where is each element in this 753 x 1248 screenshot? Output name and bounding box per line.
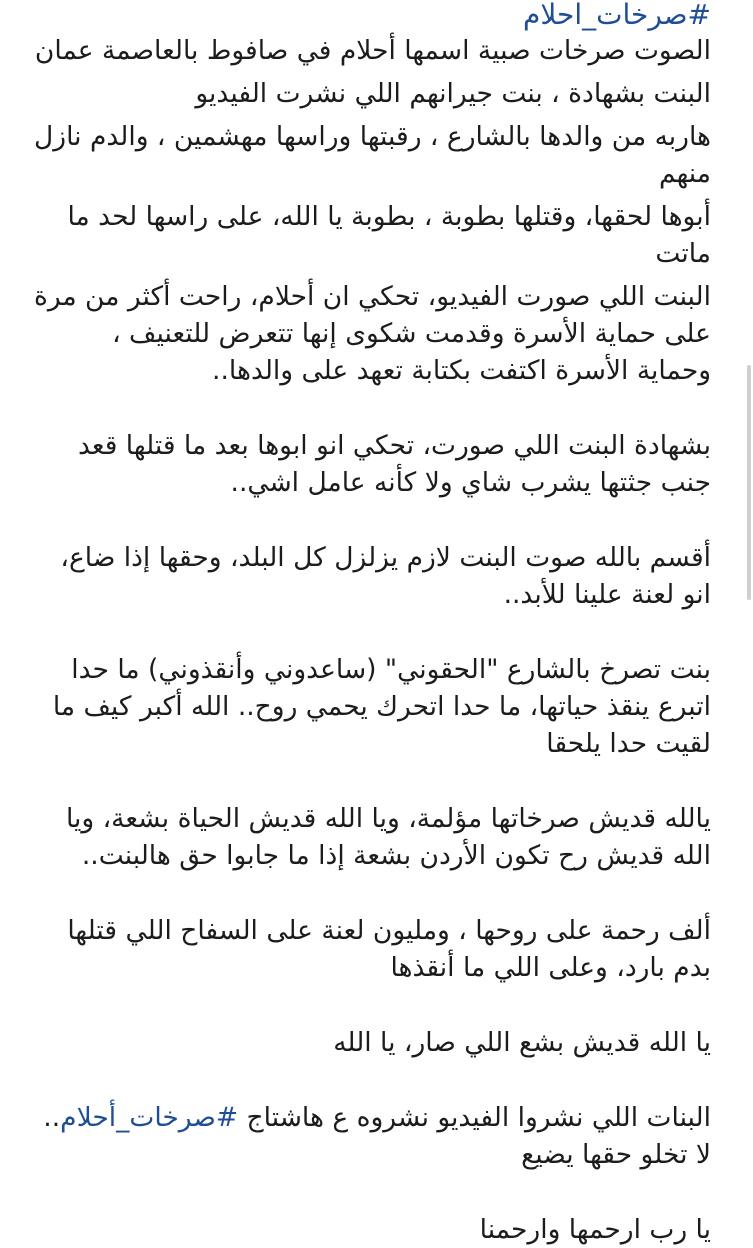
hashtag-link-top[interactable]: #صرخات_احلام [522,0,711,31]
closing-prayer: يا رب ارحمها وارحمنا [479,1214,711,1245]
paragraph-7: أقسم بالله صوت البنت لازم يزلزل كل البلد، وحقها إذا ضاع، انو لعنة علينا للأبد.. [60,542,711,610]
paragraph-6: بشهادة البنت اللي صورت، تحكي انو ابوها بعد ما قتلها قعد جنب جثتها يشرب شاي ولا كأنه عامل اشي.. [78,430,711,498]
hashtag-paragraph [30,1099,711,1173]
paragraph-11: يا الله قديش بشع اللي صار، يا الله [333,1027,711,1058]
paragraph-2: البنت بشهادة ، بنت جيرانهم اللي نشرت الفيديو [195,78,711,109]
paragraph-10: ألف رحمة على روحها ، ومليون لعنة على السفاح اللي قتلها بدم بارد، وعلى اللي ما أنقذها [67,915,711,983]
paragraph-4: أبوها لحقها، وقتلها بطوبة ، بطوبة يا الله، على راسها لحد ما ماتت [67,201,711,269]
paragraph-1: الصوت صرخات صبية اسمها أحلام في صافوط بالعاصمة عمان [34,35,711,66]
hashtag-link-inline[interactable]: #صرخات_أحلام [60,1102,239,1133]
paragraph-8: بنت تصرخ بالشارع "الحقوني" (ساعدوني وأنقذوني) ما حدا اتبرع ينقذ حياتها، ما حدا اتحرك يحمي روح.. الله أكبر كيف ما لقيت حدا يلحقا [52,654,711,759]
hashtag-paragraph-after: .. لا تخلو حقها يضيع [43,1102,711,1170]
hashtag-paragraph-before: البنات اللي نشروا الفيديو نشروه ع هاشتاج [238,1102,711,1133]
paragraph-5: البنت اللي صورت الفيديو، تحكي ان أحلام، راحت أكثر من مرة على حماية الأسرة وقدمت شكوى إنها تتعرض للتعنيف ، وحماية الأسرة اكتفت بكتابة تعهد على والدها.. [33,281,711,386]
scrollbar-thumb[interactable] [747,365,751,600]
paragraph-9: يالله قديش صرخاتها مؤلمة، ويا الله قديش الحياة بشعة، ويا الله قديش رح تكون الأردن بشعة إذا ما جابوا حق هالبنت.. [65,803,711,871]
paragraph-3: هاربه من والدها بالشارع ، رقبتها وراسها مهشمين ، والدم نازل منهم [34,121,711,189]
